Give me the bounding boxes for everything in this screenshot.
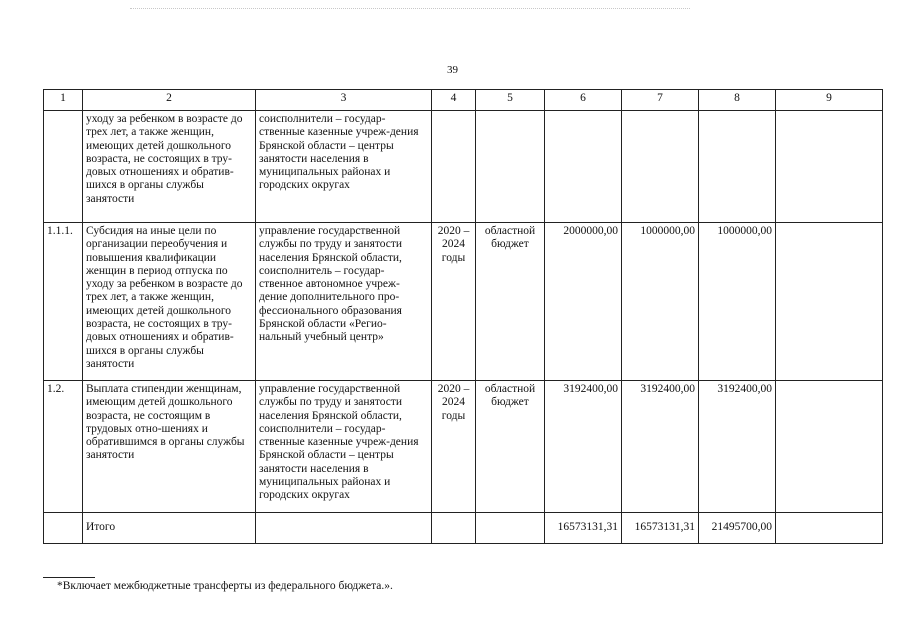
header-cell: 7 [622,90,699,111]
cell-col9 [776,513,883,544]
header-cell: 2 [83,90,256,111]
funding-source-cell: областной бюджет [476,223,545,381]
header-cell: 9 [776,90,883,111]
amount-cell-col6 [545,111,622,223]
measure-name-cell: уходу за ребенком в возрасте до трех лет, а также женщин, имеющих детей дошкольного возраста, не состоящих в тру-довых отношениях и обратив-шихся в органы службы занятости [83,111,256,223]
footnote-divider [43,577,95,578]
table-header-row [44,90,883,111]
executor-cell [256,513,432,544]
scan-artifact-line [130,8,690,9]
executor-cell: соисполнители – государ-ственные казенные учреж-дения Брянской области – центры занятости населения в муниципальных районах и городских округах [256,111,432,223]
amount-cell-col8: 1000000,00 [699,223,776,381]
cell-col9 [776,223,883,381]
amount-cell-col6: 2000000,00 [545,223,622,381]
amount-cell-col7: 3192400,00 [622,381,699,513]
funding-source-cell [476,513,545,544]
page-number: 39 [447,64,458,76]
total-amount-col7: 16573131,31 [622,513,699,544]
funding-source-cell: областной бюджет [476,381,545,513]
period-cell: 2020 – 2024 годы [432,223,476,381]
footnote-text: *Включает межбюджетные трансферты из федерального бюджета.». [57,580,393,592]
row-number-cell: 1.2. [44,381,83,513]
table-row [44,381,883,513]
measure-name-cell: Выплата стипендии женщинам, имеющим детей дошкольного возраста, не состоящим в трудовых отно-шениях и обратившимся в органы службы занятости [83,381,256,513]
header-cell: 1 [44,90,83,111]
header-cell: 5 [476,90,545,111]
period-cell: 2020 – 2024 годы [432,381,476,513]
header-cell: 4 [432,90,476,111]
funding-source-cell [476,111,545,223]
period-cell [432,513,476,544]
executor-cell: управление государственной службы по труду и занятости населения Брянской области, соисполнитель – государ-ственное автономное учреж-дение дополнительного про-фессионального образования Брянской области «Регио-нальный учебный центр» [256,223,432,381]
amount-cell-col7 [622,111,699,223]
header-cell: 6 [545,90,622,111]
measure-name-cell: Субсидия на иные цели по организации переобучения и повышения квалификации женщин в период отпуска по уходу за ребенком в возрасте до трех лет, а также женщин, имеющих детей дошкольного возраста, не состоящих в тру-довых отношениях и обратив-шихся в органы службы занятости [83,223,256,381]
cell-col9 [776,381,883,513]
total-label: Итого [83,513,256,544]
row-number-cell [44,111,83,223]
row-number-cell: 1.1.1. [44,223,83,381]
total-row [44,513,883,544]
row-number-cell [44,513,83,544]
budget-table [43,89,883,544]
period-cell [432,111,476,223]
table-row [44,223,883,381]
amount-cell-col8 [699,111,776,223]
total-amount-col6: 16573131,31 [545,513,622,544]
amount-cell-col6: 3192400,00 [545,381,622,513]
table-row [44,111,883,223]
total-amount-col8: 21495700,00 [699,513,776,544]
cell-col9 [776,111,883,223]
amount-cell-col7: 1000000,00 [622,223,699,381]
executor-cell: управление государственной службы по труду и занятости населения Брянской области, соисполнители – государ-ственные казенные учреж-дения Брянской области – центры занятости населения в муниципальных районах и городских округах [256,381,432,513]
header-cell: 8 [699,90,776,111]
header-cell: 3 [256,90,432,111]
amount-cell-col8: 3192400,00 [699,381,776,513]
